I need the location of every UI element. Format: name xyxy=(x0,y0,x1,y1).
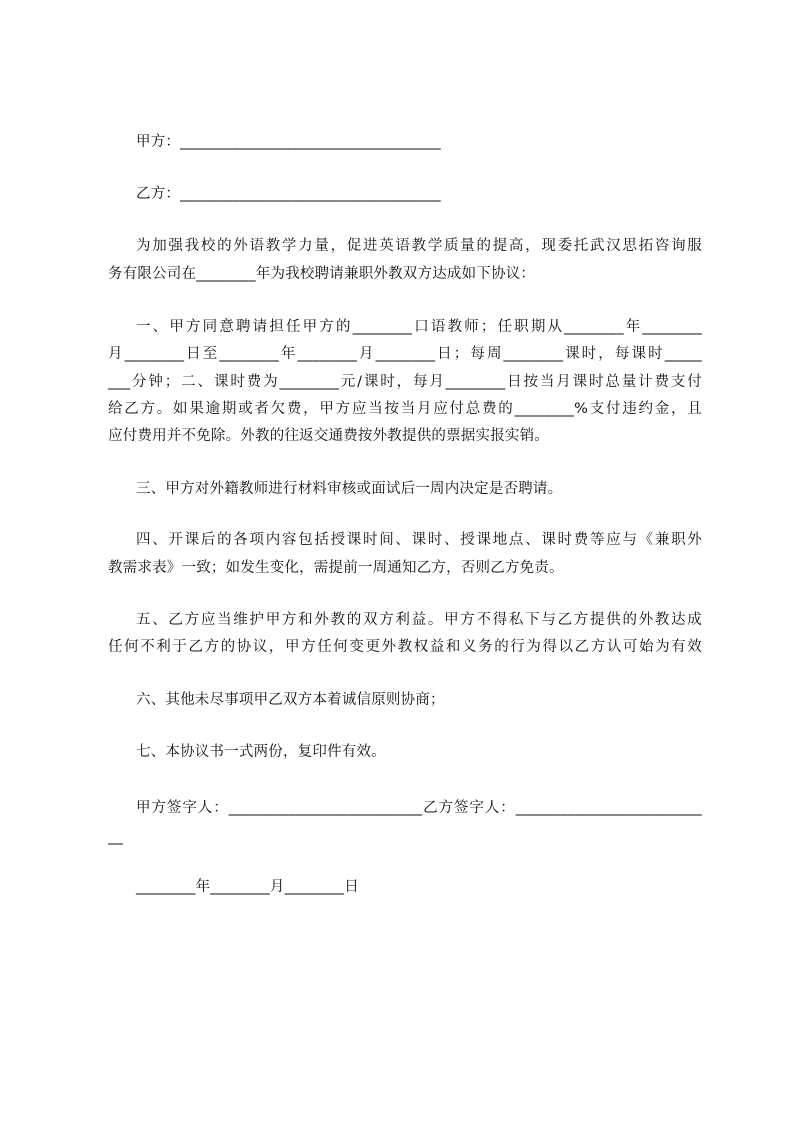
clause-4-line-1: 四、开课后的各项内容包括授课时间、课时、授课地点、课时费等应与《兼职外 xyxy=(136,532,702,548)
clause-1-line-5: 应付费用并不免除。外教的往返交通费按外教提供的票据实报实销。 xyxy=(108,428,549,444)
date-line: ________年________月________日 xyxy=(136,879,359,895)
clause-7: 七、本协议书一式两份，复印件有效。 xyxy=(136,744,386,760)
clause-5-line-1: 五、乙方应当维护甲方和外教的双方利益。甲方不得私下与乙方提供的外教达成 xyxy=(136,612,702,628)
clause-3: 三、甲方对外籍教师进行材料审核或面试后一周内决定是否聘请。 xyxy=(136,481,563,497)
clause-5-line-2: 任何不利于乙方的协议，甲方任何变更外教权益和义务的行为得以乙方认可始为有效 xyxy=(108,639,702,655)
intro-paragraph-line-1: 为加强我校的外语教学力量，促进英语教学质量的提高，现委托武汉思拓咨询服 xyxy=(136,238,702,254)
clause-1-line-4: 给乙方。如果逾期或者欠费，甲方应当按当月应付总费的________%支付违约金，且 xyxy=(108,401,702,417)
party-a-line: 甲方：___________________________________ xyxy=(136,134,441,150)
clause-1-line-1: 一、甲方同意聘请担任甲方的________口语教师；任职期从________年________ xyxy=(136,319,702,335)
clause-6: 六、其他未尽事项甲乙双方本着诚信原则协商； xyxy=(136,692,445,708)
signature-line-1: 甲方签字人：__________________________乙方签字人：_________________________ xyxy=(136,800,702,816)
clause-4-line-2: 教需求表》一致；如发生变化，需提前一周通知乙方，否则乙方免责。 xyxy=(108,560,564,576)
clause-1-line-2: 月________日至________年________月________日；每周________课时，每课时_____ xyxy=(108,346,702,362)
party-b-line: 乙方：___________________________________ xyxy=(136,186,441,202)
clause-1-line-3: ___分钟；二、课时费为________元/课时，每月________日按当月课时总量计费支付 xyxy=(108,374,702,390)
signature-line-2: __ xyxy=(108,829,123,845)
intro-paragraph-line-2: 务有限公司在________年为我校聘请兼职外教双方达成如下协议： xyxy=(108,266,536,282)
